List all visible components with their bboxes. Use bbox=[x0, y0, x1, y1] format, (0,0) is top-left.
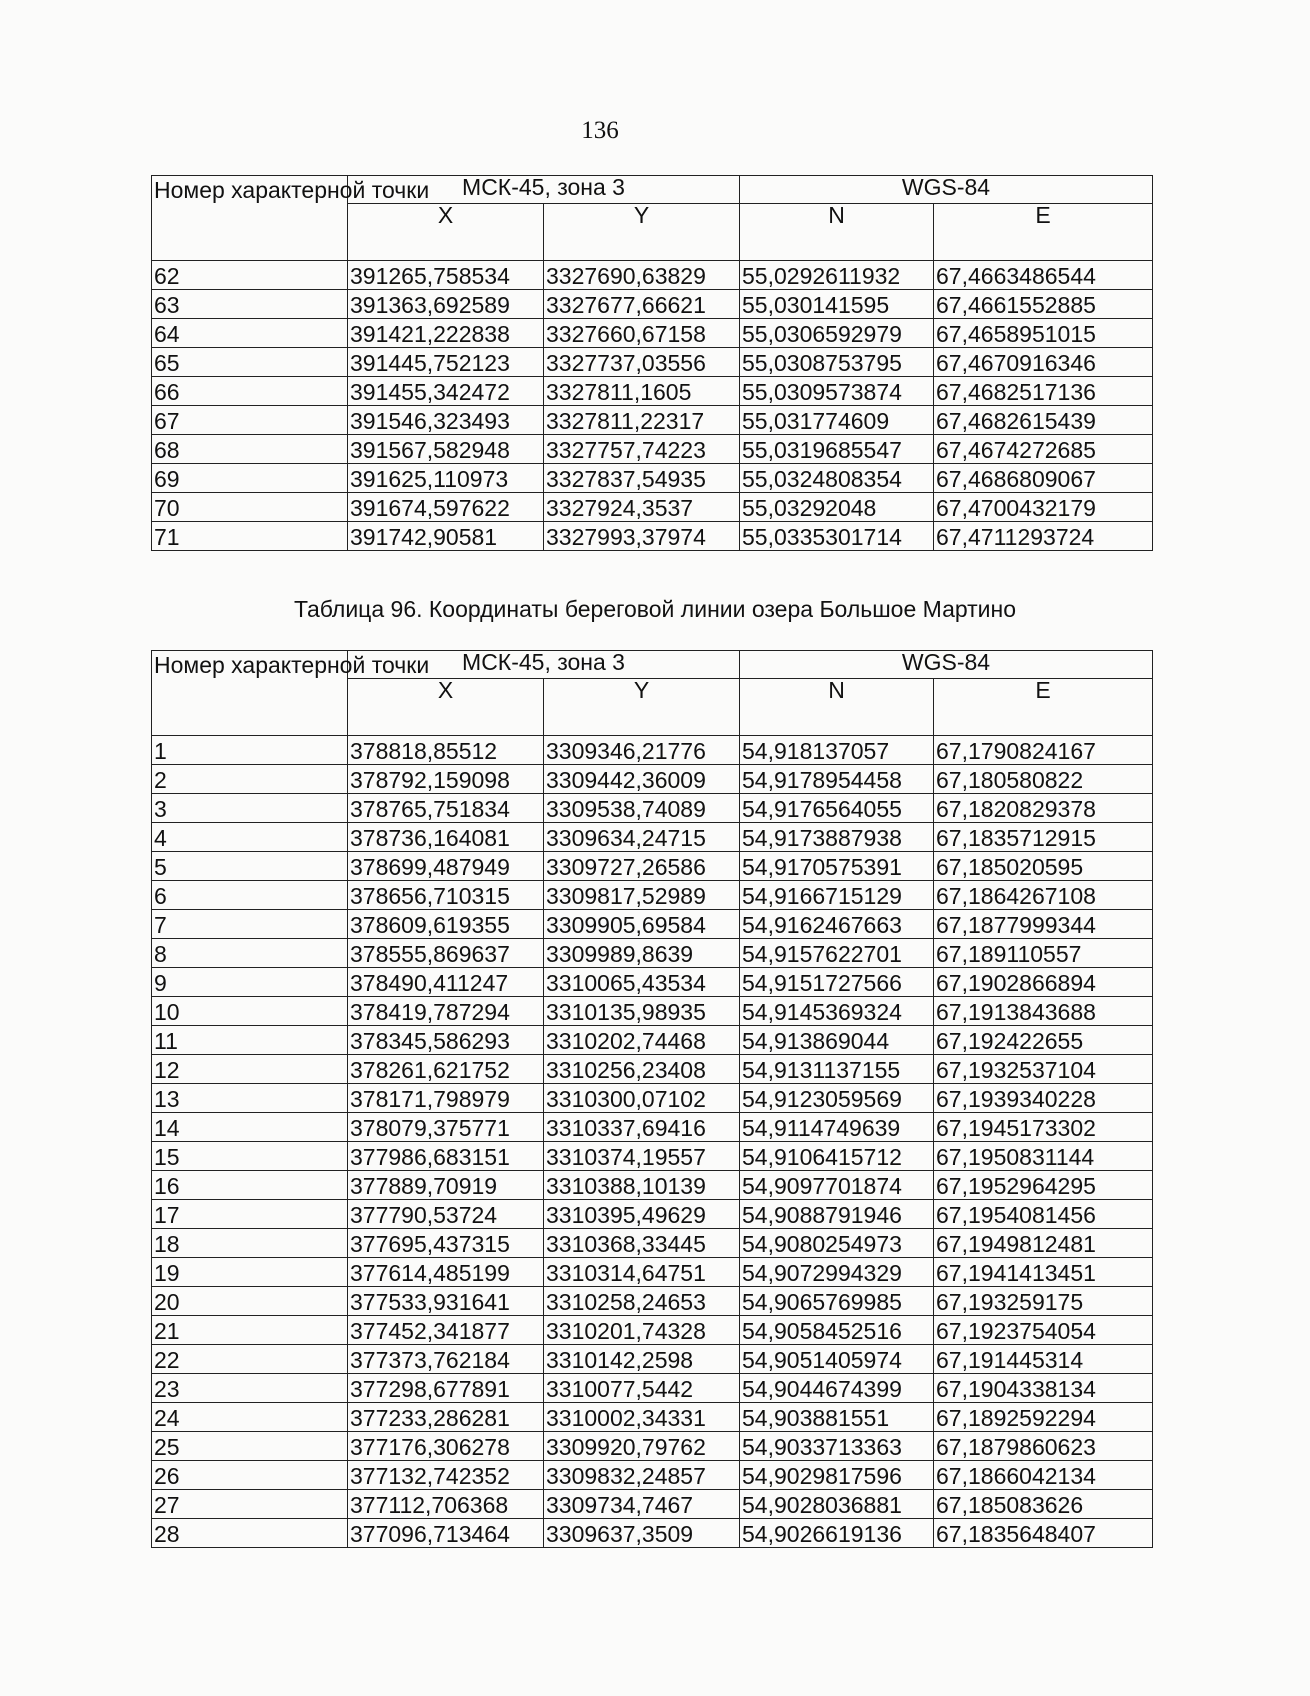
cell-y: 3309817,52989 bbox=[544, 881, 740, 910]
cell-y: 3309538,74089 bbox=[544, 794, 740, 823]
cell-e: 67,193259175 bbox=[934, 1287, 1153, 1316]
cell-y: 3309920,79762 bbox=[544, 1432, 740, 1461]
cell-e: 67,192422655 bbox=[934, 1026, 1153, 1055]
cell-point-number: 15 bbox=[152, 1142, 348, 1171]
cell-point-number: 67 bbox=[152, 406, 348, 435]
cell-e: 67,1864267108 bbox=[934, 881, 1153, 910]
table-row bbox=[152, 1519, 1153, 1548]
cell-y: 3309832,24857 bbox=[544, 1461, 740, 1490]
cell-point-number: 3 bbox=[152, 794, 348, 823]
table-row bbox=[152, 348, 1153, 377]
cell-point-number: 2 bbox=[152, 765, 348, 794]
cell-y: 3327811,22317 bbox=[544, 406, 740, 435]
cell-n: 55,031774609 bbox=[740, 406, 934, 435]
table-row bbox=[152, 319, 1153, 348]
cell-y: 3309905,69584 bbox=[544, 910, 740, 939]
cell-x: 391625,110973 bbox=[348, 464, 544, 493]
cell-e: 67,189110557 bbox=[934, 939, 1153, 968]
cell-x: 391421,222838 bbox=[348, 319, 544, 348]
cell-e: 67,1950831144 bbox=[934, 1142, 1153, 1171]
header-wgs84: WGS-84 bbox=[740, 176, 1153, 204]
table-row bbox=[152, 852, 1153, 881]
cell-y: 3309727,26586 bbox=[544, 852, 740, 881]
cell-n: 54,9131137155 bbox=[740, 1055, 934, 1084]
cell-x: 378555,869637 bbox=[348, 939, 544, 968]
cell-y: 3309346,21776 bbox=[544, 736, 740, 765]
cell-e: 67,1835712915 bbox=[934, 823, 1153, 852]
cell-e: 67,180580822 bbox=[934, 765, 1153, 794]
cell-n: 54,9166715129 bbox=[740, 881, 934, 910]
cell-x: 378765,751834 bbox=[348, 794, 544, 823]
cell-y: 3309442,36009 bbox=[544, 765, 740, 794]
cell-y: 3309634,24715 bbox=[544, 823, 740, 852]
cell-point-number: 13 bbox=[152, 1084, 348, 1113]
cell-point-number: 20 bbox=[152, 1287, 348, 1316]
cell-e: 67,185020595 bbox=[934, 852, 1153, 881]
header-msk45: МСК-45, зона 3 bbox=[348, 651, 740, 679]
table-row bbox=[152, 261, 1153, 290]
cell-n: 54,9114749639 bbox=[740, 1113, 934, 1142]
cell-e: 67,1954081456 bbox=[934, 1200, 1153, 1229]
cell-x: 377176,306278 bbox=[348, 1432, 544, 1461]
cell-e: 67,1790824167 bbox=[934, 736, 1153, 765]
cell-x: 378171,798979 bbox=[348, 1084, 544, 1113]
header-x: X bbox=[348, 204, 544, 261]
cell-n: 54,9033713363 bbox=[740, 1432, 934, 1461]
table-row bbox=[152, 1084, 1153, 1113]
cell-y: 3310002,34331 bbox=[544, 1403, 740, 1432]
table-row bbox=[152, 1055, 1153, 1084]
table-body bbox=[152, 261, 1153, 551]
cell-e: 67,1952964295 bbox=[934, 1171, 1153, 1200]
cell-x: 378609,619355 bbox=[348, 910, 544, 939]
cell-n: 54,918137057 bbox=[740, 736, 934, 765]
cell-e: 67,1835648407 bbox=[934, 1519, 1153, 1548]
cell-x: 377132,742352 bbox=[348, 1461, 544, 1490]
cell-point-number: 71 bbox=[152, 522, 348, 551]
page-number: 136 bbox=[581, 117, 619, 144]
table-row bbox=[152, 765, 1153, 794]
cell-y: 3310314,64751 bbox=[544, 1258, 740, 1287]
cell-n: 55,0324808354 bbox=[740, 464, 934, 493]
cell-y: 3327924,3537 bbox=[544, 493, 740, 522]
cell-point-number: 10 bbox=[152, 997, 348, 1026]
cell-x: 378490,411247 bbox=[348, 968, 544, 997]
cell-y: 3327811,1605 bbox=[544, 377, 740, 406]
cell-y: 3310202,74468 bbox=[544, 1026, 740, 1055]
cell-e: 67,4700432179 bbox=[934, 493, 1153, 522]
cell-e: 67,4682615439 bbox=[934, 406, 1153, 435]
cell-e: 67,1941413451 bbox=[934, 1258, 1153, 1287]
cell-y: 3327837,54935 bbox=[544, 464, 740, 493]
cell-point-number: 68 bbox=[152, 435, 348, 464]
cell-n: 54,9065769985 bbox=[740, 1287, 934, 1316]
table-row bbox=[152, 1258, 1153, 1287]
cell-x: 377790,53724 bbox=[348, 1200, 544, 1229]
cell-x: 391265,758534 bbox=[348, 261, 544, 290]
cell-point-number: 64 bbox=[152, 319, 348, 348]
cell-point-number: 24 bbox=[152, 1403, 348, 1432]
cell-y: 3310256,23408 bbox=[544, 1055, 740, 1084]
table-row bbox=[152, 1229, 1153, 1258]
cell-point-number: 62 bbox=[152, 261, 348, 290]
cell-n: 54,9088791946 bbox=[740, 1200, 934, 1229]
table-row bbox=[152, 968, 1153, 997]
cell-n: 54,9145369324 bbox=[740, 997, 934, 1026]
cell-y: 3310337,69416 bbox=[544, 1113, 740, 1142]
table-row bbox=[152, 910, 1153, 939]
cell-x: 377298,677891 bbox=[348, 1374, 544, 1403]
cell-e: 67,1902866894 bbox=[934, 968, 1153, 997]
cell-x: 377695,437315 bbox=[348, 1229, 544, 1258]
cell-e: 67,1892592294 bbox=[934, 1403, 1153, 1432]
table-row bbox=[152, 1432, 1153, 1461]
cell-n: 55,0335301714 bbox=[740, 522, 934, 551]
cell-y: 3310395,49629 bbox=[544, 1200, 740, 1229]
cell-point-number: 7 bbox=[152, 910, 348, 939]
table-row bbox=[152, 464, 1153, 493]
header-x: X bbox=[348, 679, 544, 736]
cell-point-number: 63 bbox=[152, 290, 348, 319]
cell-x: 391363,692589 bbox=[348, 290, 544, 319]
table-row bbox=[152, 1461, 1153, 1490]
cell-n: 55,0319685547 bbox=[740, 435, 934, 464]
table-body bbox=[152, 736, 1153, 1548]
cell-y: 3310201,74328 bbox=[544, 1316, 740, 1345]
table-row bbox=[152, 1374, 1153, 1403]
cell-n: 54,9097701874 bbox=[740, 1171, 934, 1200]
cell-n: 54,9051405974 bbox=[740, 1345, 934, 1374]
cell-x: 378079,375771 bbox=[348, 1113, 544, 1142]
cell-n: 55,0306592979 bbox=[740, 319, 934, 348]
table-row bbox=[152, 1113, 1153, 1142]
table-row bbox=[152, 1316, 1153, 1345]
cell-point-number: 27 bbox=[152, 1490, 348, 1519]
cell-n: 54,9173887938 bbox=[740, 823, 934, 852]
cell-n: 54,9162467663 bbox=[740, 910, 934, 939]
cell-x: 391567,582948 bbox=[348, 435, 544, 464]
cell-e: 67,1913843688 bbox=[934, 997, 1153, 1026]
coordinates-table-bolshoe-martino bbox=[151, 650, 1153, 1548]
cell-x: 378656,710315 bbox=[348, 881, 544, 910]
cell-n: 55,0292611932 bbox=[740, 261, 934, 290]
cell-x: 377233,286281 bbox=[348, 1403, 544, 1432]
cell-e: 67,1820829378 bbox=[934, 794, 1153, 823]
table-row bbox=[152, 406, 1153, 435]
cell-y: 3309734,7467 bbox=[544, 1490, 740, 1519]
header-e: E bbox=[934, 679, 1153, 736]
cell-n: 54,9044674399 bbox=[740, 1374, 934, 1403]
table-row bbox=[152, 493, 1153, 522]
cell-x: 391455,342472 bbox=[348, 377, 544, 406]
cell-e: 67,191445314 bbox=[934, 1345, 1153, 1374]
cell-y: 3327690,63829 bbox=[544, 261, 740, 290]
cell-e: 67,1949812481 bbox=[934, 1229, 1153, 1258]
cell-y: 3310077,5442 bbox=[544, 1374, 740, 1403]
cell-y: 3310368,33445 bbox=[544, 1229, 740, 1258]
cell-point-number: 1 bbox=[152, 736, 348, 765]
cell-point-number: 66 bbox=[152, 377, 348, 406]
cell-e: 67,4711293724 bbox=[934, 522, 1153, 551]
cell-point-number: 23 bbox=[152, 1374, 348, 1403]
cell-n: 55,0309573874 bbox=[740, 377, 934, 406]
cell-point-number: 17 bbox=[152, 1200, 348, 1229]
cell-y: 3327757,74223 bbox=[544, 435, 740, 464]
cell-y: 3327993,37974 bbox=[544, 522, 740, 551]
table-row bbox=[152, 939, 1153, 968]
cell-n: 54,9157622701 bbox=[740, 939, 934, 968]
cell-e: 67,4670916346 bbox=[934, 348, 1153, 377]
cell-x: 378792,159098 bbox=[348, 765, 544, 794]
cell-x: 378818,85512 bbox=[348, 736, 544, 765]
header-point-number: Номер характерной точки bbox=[152, 176, 348, 261]
cell-point-number: 4 bbox=[152, 823, 348, 852]
table-caption: Таблица 96. Координаты береговой линии озера Большое Мартино bbox=[293, 596, 1017, 622]
cell-e: 67,1939340228 bbox=[934, 1084, 1153, 1113]
cell-y: 3310135,98935 bbox=[544, 997, 740, 1026]
cell-n: 54,9123059569 bbox=[740, 1084, 934, 1113]
cell-e: 67,4686809067 bbox=[934, 464, 1153, 493]
cell-x: 378699,487949 bbox=[348, 852, 544, 881]
cell-x: 377986,683151 bbox=[348, 1142, 544, 1171]
cell-y: 3310142,2598 bbox=[544, 1345, 740, 1374]
cell-x: 378261,621752 bbox=[348, 1055, 544, 1084]
cell-x: 391742,90581 bbox=[348, 522, 544, 551]
cell-point-number: 8 bbox=[152, 939, 348, 968]
header-msk45: МСК-45, зона 3 bbox=[348, 176, 740, 204]
cell-y: 3310300,07102 bbox=[544, 1084, 740, 1113]
cell-point-number: 9 bbox=[152, 968, 348, 997]
cell-e: 67,1945173302 bbox=[934, 1113, 1153, 1142]
cell-e: 67,1904338134 bbox=[934, 1374, 1153, 1403]
cell-x: 377096,713464 bbox=[348, 1519, 544, 1548]
cell-x: 377889,70919 bbox=[348, 1171, 544, 1200]
cell-n: 54,9058452516 bbox=[740, 1316, 934, 1345]
cell-n: 54,9080254973 bbox=[740, 1229, 934, 1258]
header-row-groups bbox=[152, 651, 1153, 679]
cell-point-number: 65 bbox=[152, 348, 348, 377]
cell-e: 67,4661552885 bbox=[934, 290, 1153, 319]
table-row bbox=[152, 290, 1153, 319]
cell-x: 377533,931641 bbox=[348, 1287, 544, 1316]
cell-y: 3309637,3509 bbox=[544, 1519, 740, 1548]
header-point-number: Номер характерной точки bbox=[152, 651, 348, 736]
cell-x: 377112,706368 bbox=[348, 1490, 544, 1519]
cell-n: 54,9176564055 bbox=[740, 794, 934, 823]
cell-y: 3309989,8639 bbox=[544, 939, 740, 968]
cell-point-number: 26 bbox=[152, 1461, 348, 1490]
cell-point-number: 25 bbox=[152, 1432, 348, 1461]
cell-point-number: 18 bbox=[152, 1229, 348, 1258]
cell-x: 377614,485199 bbox=[348, 1258, 544, 1287]
cell-point-number: 6 bbox=[152, 881, 348, 910]
cell-e: 67,4663486544 bbox=[934, 261, 1153, 290]
cell-e: 67,4682517136 bbox=[934, 377, 1153, 406]
cell-e: 67,1866042134 bbox=[934, 1461, 1153, 1490]
cell-point-number: 5 bbox=[152, 852, 348, 881]
header-n: N bbox=[740, 204, 934, 261]
cell-x: 378419,787294 bbox=[348, 997, 544, 1026]
table-row bbox=[152, 1490, 1153, 1519]
cell-point-number: 16 bbox=[152, 1171, 348, 1200]
cell-n: 55,030141595 bbox=[740, 290, 934, 319]
cell-e: 67,4674272685 bbox=[934, 435, 1153, 464]
cell-x: 391546,323493 bbox=[348, 406, 544, 435]
cell-point-number: 70 bbox=[152, 493, 348, 522]
cell-y: 3310258,24653 bbox=[544, 1287, 740, 1316]
cell-n: 54,913869044 bbox=[740, 1026, 934, 1055]
cell-n: 55,03292048 bbox=[740, 493, 934, 522]
cell-point-number: 21 bbox=[152, 1316, 348, 1345]
cell-n: 54,9072994329 bbox=[740, 1258, 934, 1287]
cell-x: 377452,341877 bbox=[348, 1316, 544, 1345]
cell-y: 3327660,67158 bbox=[544, 319, 740, 348]
cell-n: 54,9028036881 bbox=[740, 1490, 934, 1519]
table-row bbox=[152, 1142, 1153, 1171]
cell-point-number: 19 bbox=[152, 1258, 348, 1287]
cell-x: 378736,164081 bbox=[348, 823, 544, 852]
cell-n: 54,9151727566 bbox=[740, 968, 934, 997]
cell-x: 378345,586293 bbox=[348, 1026, 544, 1055]
header-y: Y bbox=[544, 679, 740, 736]
cell-y: 3327737,03556 bbox=[544, 348, 740, 377]
cell-n: 54,9178954458 bbox=[740, 765, 934, 794]
cell-e: 67,1879860623 bbox=[934, 1432, 1153, 1461]
table-row bbox=[152, 823, 1153, 852]
cell-x: 377373,762184 bbox=[348, 1345, 544, 1374]
table-row bbox=[152, 736, 1153, 765]
cell-x: 391674,597622 bbox=[348, 493, 544, 522]
cell-y: 3310065,43534 bbox=[544, 968, 740, 997]
table-row bbox=[152, 997, 1153, 1026]
cell-y: 3327677,66621 bbox=[544, 290, 740, 319]
cell-e: 67,185083626 bbox=[934, 1490, 1153, 1519]
table-row bbox=[152, 1345, 1153, 1374]
cell-point-number: 12 bbox=[152, 1055, 348, 1084]
coordinates-table-continued bbox=[151, 175, 1153, 551]
cell-point-number: 11 bbox=[152, 1026, 348, 1055]
cell-e: 67,1877999344 bbox=[934, 910, 1153, 939]
cell-n: 54,9026619136 bbox=[740, 1519, 934, 1548]
table-row bbox=[152, 1287, 1153, 1316]
cell-n: 54,9106415712 bbox=[740, 1142, 934, 1171]
cell-point-number: 22 bbox=[152, 1345, 348, 1374]
table-row bbox=[152, 794, 1153, 823]
cell-point-number: 69 bbox=[152, 464, 348, 493]
cell-e: 67,1932537104 bbox=[934, 1055, 1153, 1084]
cell-x: 391445,752123 bbox=[348, 348, 544, 377]
cell-e: 67,1923754054 bbox=[934, 1316, 1153, 1345]
header-e: E bbox=[934, 204, 1153, 261]
cell-y: 3310388,10139 bbox=[544, 1171, 740, 1200]
header-y: Y bbox=[544, 204, 740, 261]
table-row bbox=[152, 522, 1153, 551]
cell-n: 54,9029817596 bbox=[740, 1461, 934, 1490]
table-row bbox=[152, 1026, 1153, 1055]
cell-n: 54,9170575391 bbox=[740, 852, 934, 881]
cell-point-number: 28 bbox=[152, 1519, 348, 1548]
table-row bbox=[152, 881, 1153, 910]
table-row bbox=[152, 1171, 1153, 1200]
cell-n: 54,903881551 bbox=[740, 1403, 934, 1432]
cell-e: 67,4658951015 bbox=[934, 319, 1153, 348]
cell-y: 3310374,19557 bbox=[544, 1142, 740, 1171]
cell-n: 55,0308753795 bbox=[740, 348, 934, 377]
header-wgs84: WGS-84 bbox=[740, 651, 1153, 679]
table-row bbox=[152, 435, 1153, 464]
header-n: N bbox=[740, 679, 934, 736]
table-row bbox=[152, 377, 1153, 406]
cell-point-number: 14 bbox=[152, 1113, 348, 1142]
header-row-groups bbox=[152, 176, 1153, 204]
table-row bbox=[152, 1200, 1153, 1229]
table-row bbox=[152, 1403, 1153, 1432]
